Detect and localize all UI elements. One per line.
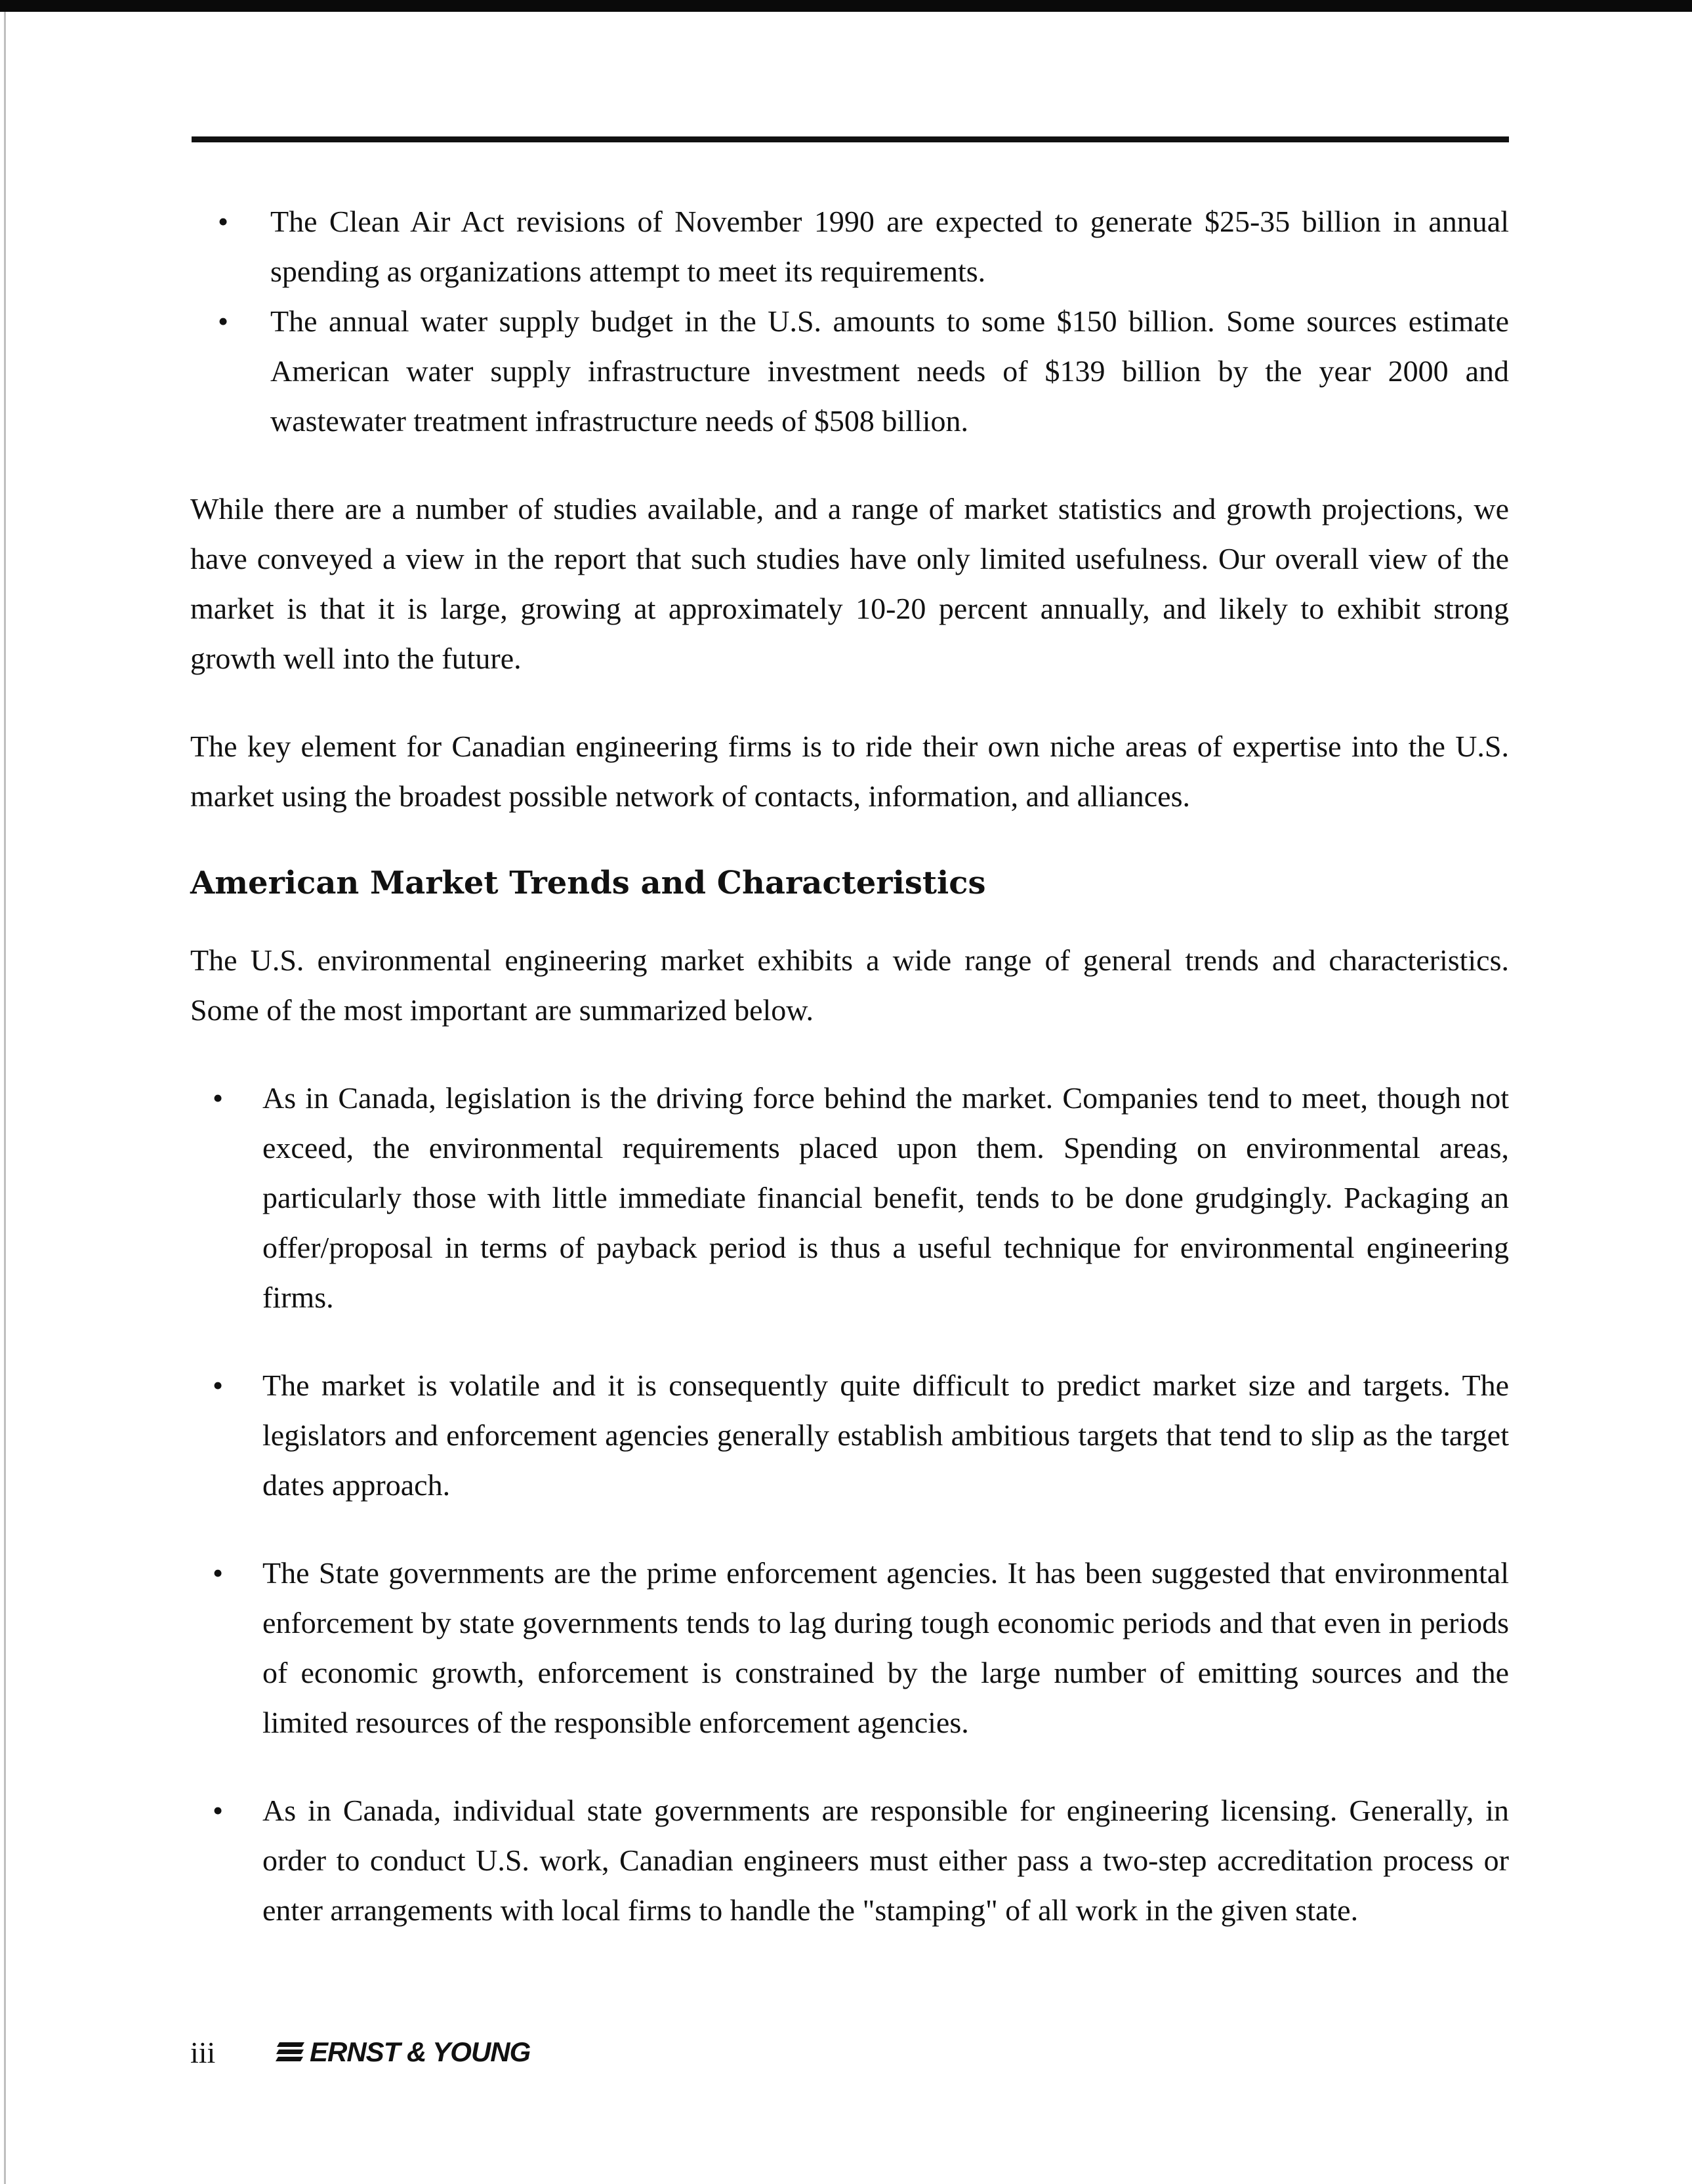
top-bullet-list xyxy=(190,197,1509,446)
section-heading: American Market Trends and Characteristics xyxy=(190,865,986,901)
page-number: iii xyxy=(190,2035,216,2069)
ernst-young-logo xyxy=(276,2036,530,2068)
logo-wordmark: ERNST & YOUNG xyxy=(310,2036,531,2067)
scan-left-edge xyxy=(4,12,6,2184)
bullet-item: • The Clean Air Act revisions of November 1990 are expected to generate $25-35 billion in annual spending as organizations attempt to meet its requirements. xyxy=(190,197,1509,297)
trend-bullet-list xyxy=(190,1073,1509,1935)
header-rule xyxy=(192,136,1509,142)
ernst-young-logo-icon xyxy=(276,2041,306,2063)
page-footer xyxy=(190,2032,530,2072)
scan-top-edge xyxy=(0,0,1692,12)
paragraph-market-view: While there are a number of studies available, and a range of market statistics and growth projections, we have conveyed a view in the report that such studies have only limited usefulness. Our overall view of the market is that it is large, growing at approximately 10-20 percent annually, and likely to exhibit strong growth well into the future. xyxy=(190,492,1509,675)
paragraph-key-element: The key element for Canadian engineering firms is to ride their own niche areas of expertise into the U.S. market using the broadest possible network of contacts, information, and alliances. xyxy=(190,730,1509,813)
bullet-item: • The State governments are the prime enforcement agencies. It has been suggested that environmental enforcement by state governments tends to lag during tough economic periods and that even in periods of economic growth, enforcement is constrained by the large number of emitting sources and the limited resources of the responsible enforcement agencies. xyxy=(190,1548,1509,1748)
page-content xyxy=(190,197,1509,1973)
bullet-item: • The annual water supply budget in the U.S. amounts to some $150 billion. Some sources estimate American water supply infrastructure investment needs of $139 billion by the year 2000 and wastewater treatment infrastructure needs of $508 billion. xyxy=(190,297,1509,446)
bullet-item: • As in Canada, individual state governments are responsible for engineering licensing. Generally, in order to conduct U.S. work, Canadian engineers must either pass a two-step accreditation process or enter arrangements with local firms to handle the "stamping" of all work in the given state. xyxy=(190,1786,1509,1935)
bullet-item: • The market is volatile and it is consequently quite difficult to predict market size and targets. The legislators and enforcement agencies generally establish ambitious targets that tend to slip as the target dates approach. xyxy=(190,1361,1509,1510)
section-intro: The U.S. environmental engineering market exhibits a wide range of general trends and characteristics. Some of the most important are summarized below. xyxy=(190,943,1509,1027)
bullet-item: • As in Canada, legislation is the driving force behind the market. Companies tend to meet, though not exceed, the environmental requirements placed upon them. Spending on environmental areas, particularly those with little immediate financial benefit, tends to be done grudgingly. Packaging an offer/proposal in terms of payback period is thus a useful technique for environmental engineering firms. xyxy=(190,1073,1509,1323)
